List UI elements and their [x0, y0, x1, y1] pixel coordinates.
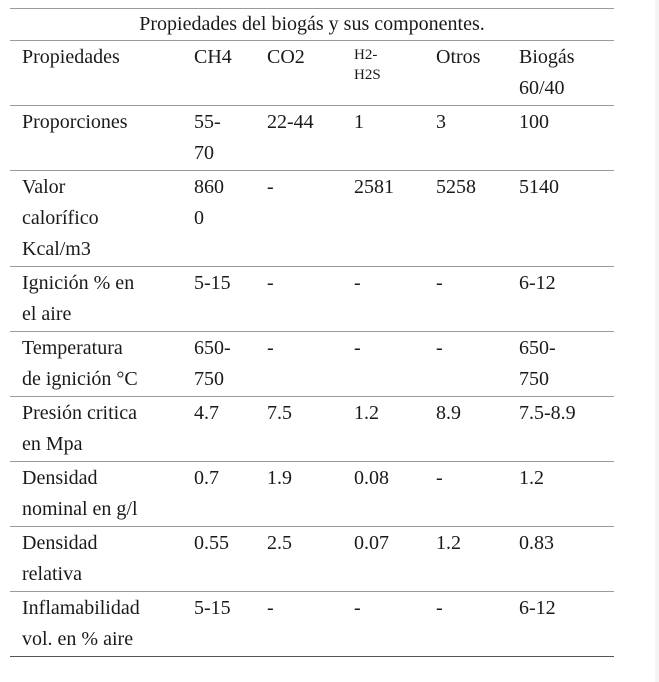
row-label: Densidad nominal en g/l [10, 462, 182, 527]
cell-ch4: 0.55 [182, 527, 255, 592]
table-row [10, 267, 614, 332]
cell-biogas: 6-12 [507, 592, 614, 657]
cell-ch4: 5-15 [182, 267, 255, 332]
row-label: Presión critica en Mpa [10, 397, 182, 462]
cell-h2-h2s: 0.07 [342, 527, 424, 592]
cell-biogas: 1.2 [507, 462, 614, 527]
cell-otros: - [424, 332, 507, 397]
cell-ch4: 650- 750 [182, 332, 255, 397]
table-row [10, 527, 614, 592]
header-biogas: Biogás 60/40 [507, 41, 614, 106]
table-row [10, 332, 614, 397]
header-co2: CO2 [255, 41, 342, 106]
cell-h2-h2s: 0.08 [342, 462, 424, 527]
cell-h2-h2s: - [342, 592, 424, 657]
cell-ch4: 4.7 [182, 397, 255, 462]
row-label: Densidad relativa [10, 527, 182, 592]
cell-otros: - [424, 462, 507, 527]
cell-co2: 22-44 [255, 106, 342, 171]
cell-otros: 8.9 [424, 397, 507, 462]
table-row [10, 171, 614, 267]
cell-h2-h2s: - [342, 332, 424, 397]
biogas-properties-table [10, 8, 614, 657]
table-row [10, 462, 614, 527]
cell-biogas: 0.83 [507, 527, 614, 592]
cell-co2: 7.5 [255, 397, 342, 462]
cell-otros: 1.2 [424, 527, 507, 592]
cell-ch4: 55- 70 [182, 106, 255, 171]
table-row [10, 106, 614, 171]
table-row [10, 397, 614, 462]
cell-h2-h2s: - [342, 267, 424, 332]
cell-co2: 1.9 [255, 462, 342, 527]
cell-otros: - [424, 592, 507, 657]
row-label: Valor calorífico Kcal/m3 [10, 171, 182, 267]
cell-otros: - [424, 267, 507, 332]
cell-co2: - [255, 171, 342, 267]
cell-biogas: 6-12 [507, 267, 614, 332]
table-caption: Propiedades del biogás y sus componentes. [10, 8, 614, 41]
cell-h2-h2s: 1.2 [342, 397, 424, 462]
cell-co2: - [255, 267, 342, 332]
page-edge [655, 0, 659, 682]
cell-biogas: 5140 [507, 171, 614, 267]
cell-ch4: 860 0 [182, 171, 255, 267]
cell-ch4: 0.7 [182, 462, 255, 527]
row-label: Ignición % en el aire [10, 267, 182, 332]
cell-biogas: 650- 750 [507, 332, 614, 397]
cell-h2-h2s: 2581 [342, 171, 424, 267]
row-label: Proporciones [10, 106, 182, 171]
table-header-row [10, 41, 614, 106]
header-otros: Otros [424, 41, 507, 106]
table-row [10, 592, 614, 657]
header-h2-h2s: H2- H2S [342, 41, 424, 106]
header-ch4: CH4 [182, 41, 255, 106]
cell-co2: - [255, 592, 342, 657]
header-propiedades: Propiedades [10, 41, 182, 106]
cell-otros: 3 [424, 106, 507, 171]
row-label: Temperatura de ignición °C [10, 332, 182, 397]
cell-h2-h2s: 1 [342, 106, 424, 171]
cell-co2: - [255, 332, 342, 397]
row-label: Inflamabilidad vol. en % aire [10, 592, 182, 657]
cell-biogas: 7.5-8.9 [507, 397, 614, 462]
cell-co2: 2.5 [255, 527, 342, 592]
cell-ch4: 5-15 [182, 592, 255, 657]
cell-biogas: 100 [507, 106, 614, 171]
cell-otros: 5258 [424, 171, 507, 267]
